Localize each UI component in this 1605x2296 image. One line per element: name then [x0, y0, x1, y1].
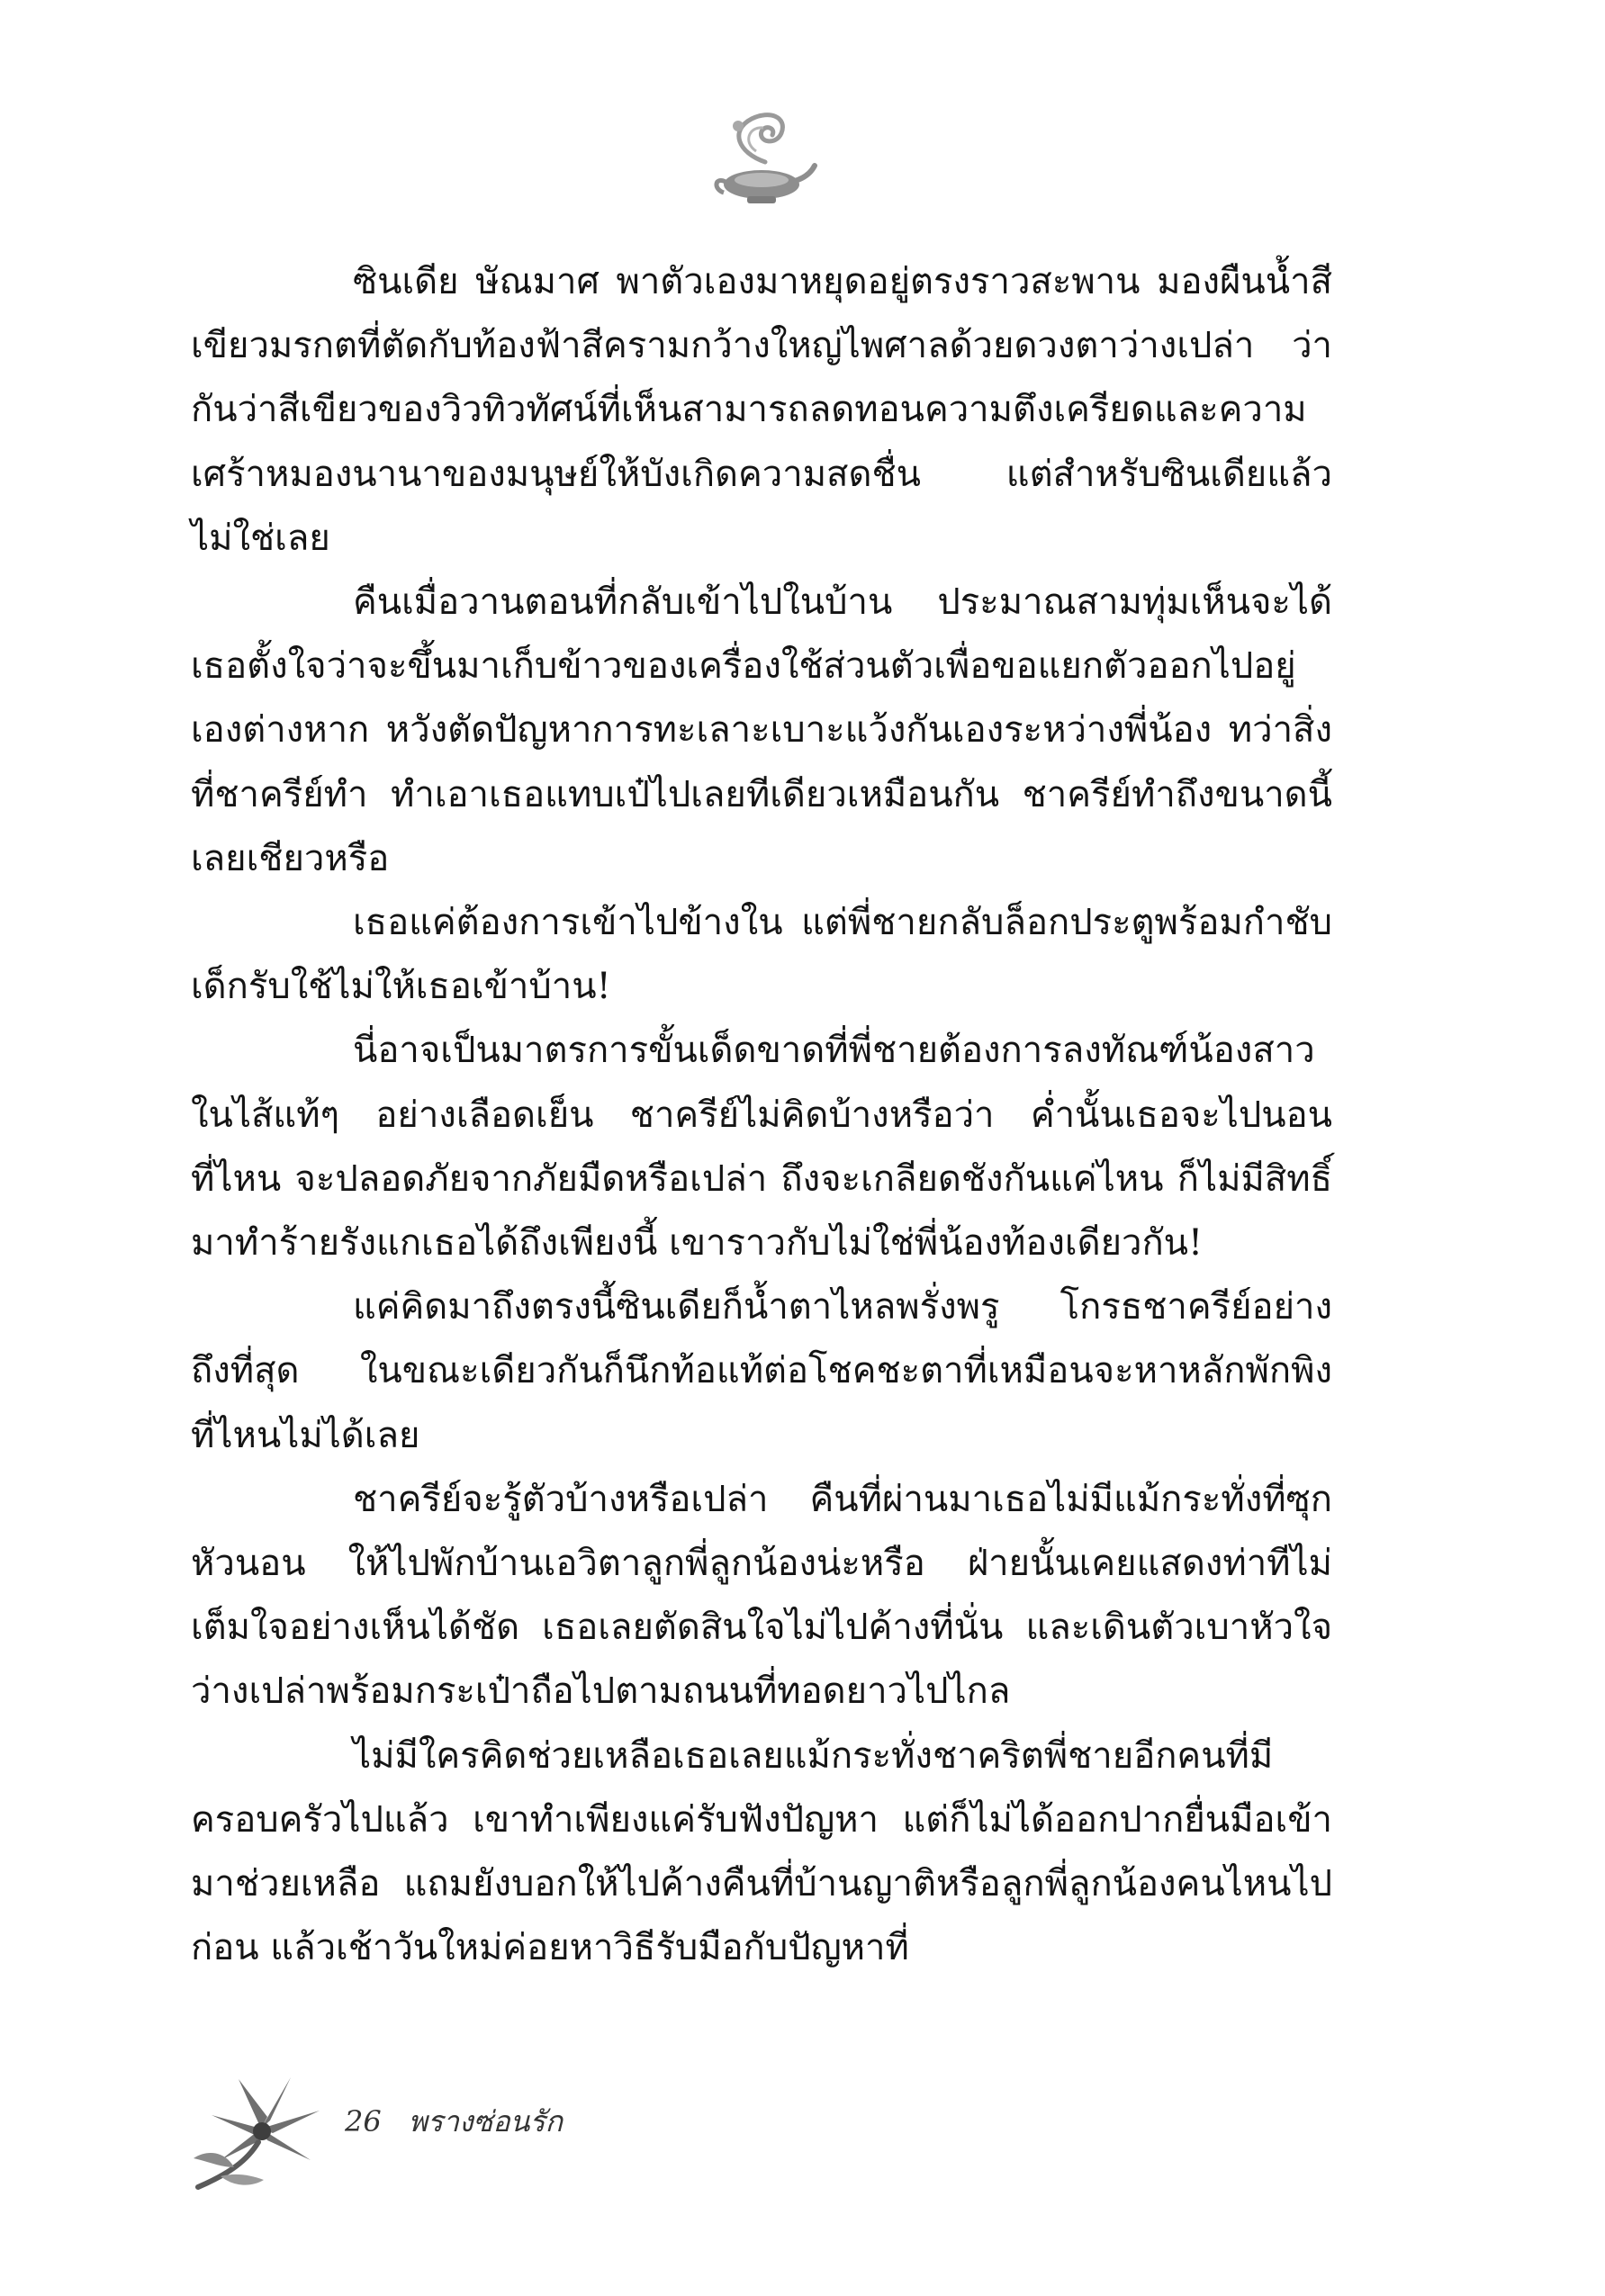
footer-text — [345, 2099, 563, 2145]
flower-icon — [185, 2061, 338, 2196]
magic-lamp-icon — [702, 99, 819, 216]
paragraph: นี่อาจเป็นมาตรการขั้นเด็ดขาดที่พี่ชายต้องการลงทัณฑ์น้องสาวในไส้แท้ๆ อย่างเลือดเย็น ชาครีย์ไม่คิดบ้างหรือว่า ค่ำนั้นเธอจะไปนอนที่ไหน จะปลอดภัยจากภัยมืดหรือเปล่า ถึงจะเกลียดชังกันแค่ไหน ก็ไม่มีสิทธิ์มาทำร้ายรังแกเธอได้ถึงเพียงนี้ เขาราวกับไม่ใช่พี่น้องท้องเดียวกัน! — [191, 1030, 1332, 1265]
book-title: พรางซ่อนรัก — [408, 2104, 563, 2138]
paragraph: ซินเดีย ษัณมาศ พาตัวเองมาหยุดอยู่ตรงราวสะพาน มองผืนน้ำสีเขียวมรกตที่ตัดกับท้องฟ้าสีครามกว้างใหญ่ไพศาลด้วยดวงตาว่างเปล่า ว่ากันว่าสีเขียวของวิวทิวทัศน์ที่เห็นสามารถลดทอนความตึงเครียดและความเศร้าหมองนานาของมนุษย์ให้บังเกิดความสดชื่น แต่สำหรับซินเดียแล้ว ไม่ใช่เลย — [191, 261, 1332, 559]
page-number: 26 — [345, 2104, 382, 2138]
paragraph: คืนเมื่อวานตอนที่กลับเข้าไปในบ้าน ประมาณสามทุ่มเห็นจะได้ เธอตั้งใจว่าจะขึ้นมาเก็บข้าวของเครื่องใช้ส่วนตัวเพื่อขอแยกตัวออกไปอยู่เองต่างหาก หวังตัดปัญหาการทะเลาะเบาะแว้งกันเองระหว่างพี่น้อง ทว่าสิ่งที่ชาครีย์ทำ ทำเอาเธอแทบเป๋ไปเลยทีเดียวเหมือนกัน ชาครีย์ทำถึงขนาดนี้เลยเชียวหรือ — [191, 581, 1332, 879]
paragraph: เธอแค่ต้องการเข้าไปข้างใน แต่พี่ชายกลับล็อกประตูพร้อมกำชับเด็กรับใช้ไม่ให้เธอเข้าบ้าน! — [191, 902, 1332, 1008]
page-footer — [185, 2061, 653, 2223]
paragraph: ชาครีย์จะรู้ตัวบ้างหรือเปล่า คืนที่ผ่านมาเธอไม่มีแม้กระทั่งที่ซุกหัวนอน ให้ไปพักบ้านเอวิตาลูกพี่ลูกน้องน่ะหรือ ฝ่ายนั้นเคยแสดงท่าทีไม่เต็มใจอย่างเห็นได้ชัด เธอเลยตัดสินใจไม่ไปค้างที่นั่น และเดินตัวเบาหัวใจว่างเปล่าพร้อมกระเป๋าถือไปตามถนนที่ทอดยาวไปไกล — [191, 1478, 1332, 1713]
body-text — [191, 250, 1332, 1980]
paragraph: ไม่มีใครคิดช่วยเหลือเธอเลยแม้กระทั่งชาคริตพี่ชายอีกคนที่มีครอบครัวไปแล้ว เขาทำเพียงแค่รับฟังปัญหา แต่ก็ไม่ได้ออกปากยื่นมือเข้ามาช่วยเหลือ แถมยังบอกให้ไปค้างคืนที่บ้านญาติหรือลูกพี่ลูกน้องคนไหนไปก่อน แล้วเช้าวันใหม่ค่อยหาวิธีรับมือกับปัญหาที่ — [191, 1734, 1332, 1969]
paragraph: แค่คิดมาถึงตรงนี้ซินเดียก็น้ำตาไหลพรั่งพรู โกรธชาครีย์อย่างถึงที่สุด ในขณะเดียวกันก็นึกท้อแท้ต่อโชคชะตาที่เหมือนจะหาหลักพักพิงที่ไหนไม่ได้เลย — [191, 1286, 1332, 1456]
